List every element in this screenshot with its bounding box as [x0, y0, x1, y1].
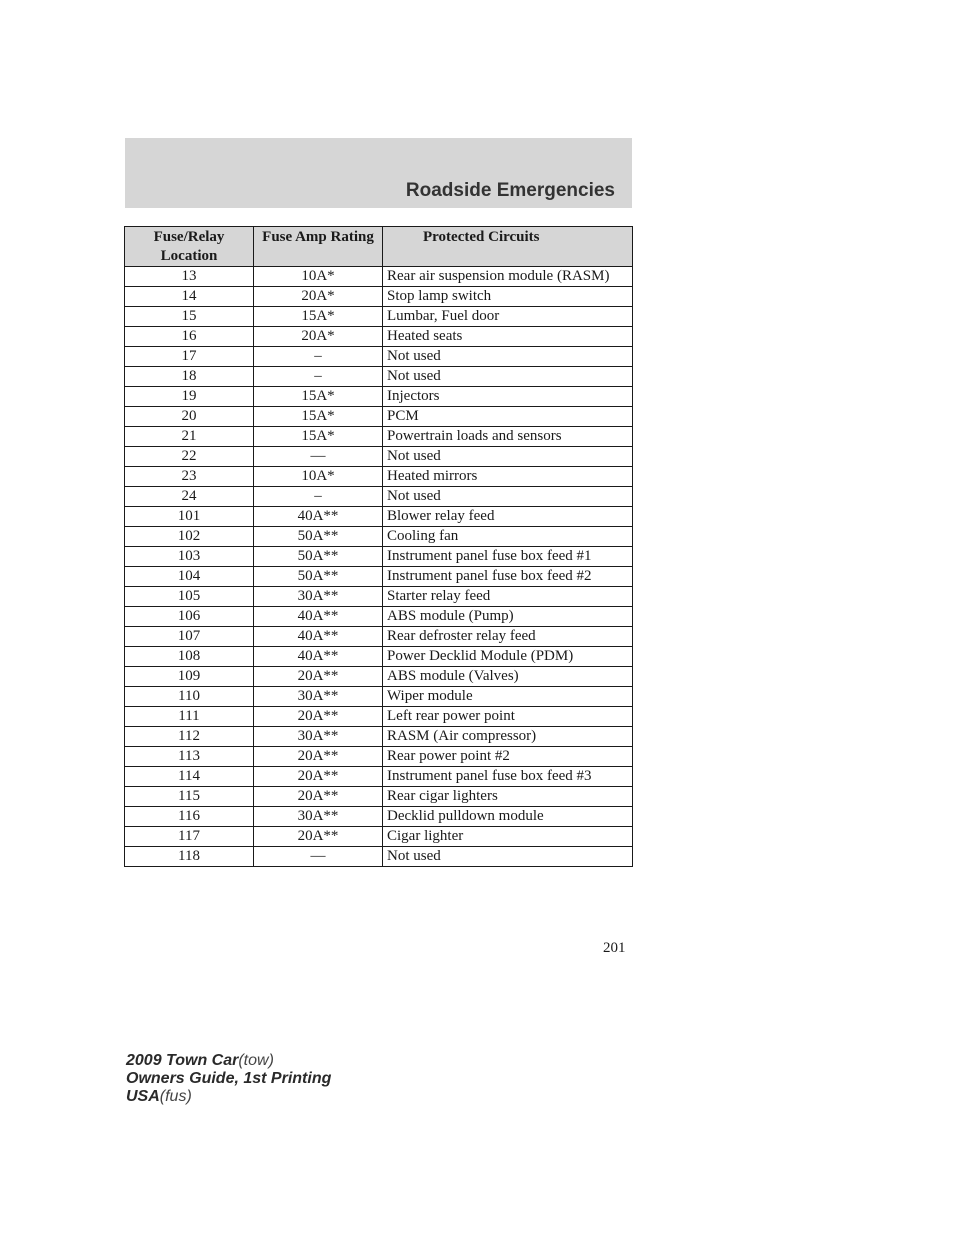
amp-cell: 40A**	[254, 627, 383, 647]
location-cell: 113	[125, 747, 254, 767]
amp-cell: 15A*	[254, 427, 383, 447]
fuse-table	[124, 226, 633, 867]
amp-cell: 30A**	[254, 587, 383, 607]
amp-cell: 40A**	[254, 507, 383, 527]
circuit-cell: Lumbar, Fuel door	[383, 307, 633, 327]
amp-cell: 20A**	[254, 787, 383, 807]
footer-printing: Owners Guide, 1st Printing	[126, 1070, 332, 1087]
table-row	[125, 767, 633, 787]
table-row	[125, 487, 633, 507]
location-cell: 104	[125, 567, 254, 587]
location-cell: 101	[125, 507, 254, 527]
footer-market: USA	[126, 1088, 160, 1105]
circuit-cell: Instrument panel fuse box feed #1	[383, 547, 633, 567]
location-cell: 17	[125, 347, 254, 367]
amp-cell: 20A**	[254, 747, 383, 767]
circuit-cell: Not used	[383, 347, 633, 367]
table-row	[125, 847, 633, 867]
table-row	[125, 827, 633, 847]
amp-cell: 10A*	[254, 467, 383, 487]
circuit-cell: Injectors	[383, 387, 633, 407]
table-row	[125, 507, 633, 527]
location-cell: 103	[125, 547, 254, 567]
amp-cell: 15A*	[254, 387, 383, 407]
amp-cell: –	[254, 347, 383, 367]
location-cell: 112	[125, 727, 254, 747]
amp-cell: 20A**	[254, 707, 383, 727]
location-cell: 16	[125, 327, 254, 347]
header-amp-rating: Fuse Amp Rating	[254, 227, 383, 267]
circuit-cell: ABS module (Valves)	[383, 667, 633, 687]
table-row	[125, 307, 633, 327]
table-row	[125, 287, 633, 307]
section-header-band	[125, 138, 632, 208]
amp-cell: 20A**	[254, 767, 383, 787]
location-cell: 22	[125, 447, 254, 467]
footer-model: 2009 Town Car	[126, 1052, 239, 1069]
table-row	[125, 587, 633, 607]
table-row	[125, 547, 633, 567]
circuit-cell: Not used	[383, 847, 633, 867]
circuit-cell: RASM (Air compressor)	[383, 727, 633, 747]
amp-cell: 30A**	[254, 807, 383, 827]
table-row	[125, 347, 633, 367]
table-row	[125, 727, 633, 747]
circuit-cell: Left rear power point	[383, 707, 633, 727]
table-row	[125, 607, 633, 627]
amp-cell: 15A*	[254, 307, 383, 327]
circuit-cell: Decklid pulldown module	[383, 807, 633, 827]
table-row	[125, 367, 633, 387]
circuit-cell: Not used	[383, 367, 633, 387]
amp-cell: 50A**	[254, 527, 383, 547]
table-header-row	[125, 227, 633, 267]
location-cell: 111	[125, 707, 254, 727]
table-row	[125, 747, 633, 767]
circuit-cell: Instrument panel fuse box feed #2	[383, 567, 633, 587]
location-cell: 110	[125, 687, 254, 707]
location-cell: 15	[125, 307, 254, 327]
header-protected-circuits: Protected Circuits	[383, 227, 633, 267]
amp-cell: 10A*	[254, 267, 383, 287]
circuit-cell: ABS module (Pump)	[383, 607, 633, 627]
amp-cell: —	[254, 847, 383, 867]
circuit-cell: Not used	[383, 487, 633, 507]
circuit-cell: Blower relay feed	[383, 507, 633, 527]
location-cell: 18	[125, 367, 254, 387]
circuit-cell: Rear power point #2	[383, 747, 633, 767]
amp-cell: 20A*	[254, 327, 383, 347]
table-row	[125, 687, 633, 707]
location-cell: 14	[125, 287, 254, 307]
table-row	[125, 267, 633, 287]
amp-cell: 30A**	[254, 727, 383, 747]
circuit-cell: Wiper module	[383, 687, 633, 707]
location-cell: 23	[125, 467, 254, 487]
footer-imprint	[126, 1052, 331, 1106]
table-body	[125, 267, 633, 867]
amp-cell: 30A**	[254, 687, 383, 707]
location-cell: 20	[125, 407, 254, 427]
amp-cell: 50A**	[254, 547, 383, 567]
location-cell: 24	[125, 487, 254, 507]
circuit-cell: Starter relay feed	[383, 587, 633, 607]
location-cell: 21	[125, 427, 254, 447]
table-row	[125, 327, 633, 347]
amp-cell: —	[254, 447, 383, 467]
footer-market-code: (fus)	[159, 1088, 192, 1105]
circuit-cell: PCM	[383, 407, 633, 427]
table-row	[125, 667, 633, 687]
location-cell: 118	[125, 847, 254, 867]
header-location: Fuse/Relay Location	[125, 227, 254, 267]
amp-cell: 20A**	[254, 827, 383, 847]
table-row	[125, 467, 633, 487]
circuit-cell: Not used	[383, 447, 633, 467]
circuit-cell: Cooling fan	[383, 527, 633, 547]
location-cell: 117	[125, 827, 254, 847]
circuit-cell: Instrument panel fuse box feed #3	[383, 767, 633, 787]
circuit-cell: Power Decklid Module (PDM)	[383, 647, 633, 667]
amp-cell: 40A**	[254, 607, 383, 627]
amp-cell: 20A*	[254, 287, 383, 307]
table-row	[125, 787, 633, 807]
table-row	[125, 387, 633, 407]
footer-model-code: (tow)	[238, 1052, 274, 1069]
amp-cell: 20A**	[254, 667, 383, 687]
location-cell: 109	[125, 667, 254, 687]
amp-cell: –	[254, 367, 383, 387]
circuit-cell: Heated mirrors	[383, 467, 633, 487]
amp-cell: 50A**	[254, 567, 383, 587]
table-row	[125, 527, 633, 547]
location-cell: 102	[125, 527, 254, 547]
table-row	[125, 407, 633, 427]
location-cell: 105	[125, 587, 254, 607]
circuit-cell: Powertrain loads and sensors	[383, 427, 633, 447]
location-cell: 107	[125, 627, 254, 647]
table-row	[125, 447, 633, 467]
amp-cell: 40A**	[254, 647, 383, 667]
location-cell: 106	[125, 607, 254, 627]
location-cell: 116	[125, 807, 254, 827]
table-row	[125, 807, 633, 827]
circuit-cell: Cigar lighter	[383, 827, 633, 847]
table-row	[125, 567, 633, 587]
amp-cell: –	[254, 487, 383, 507]
location-cell: 115	[125, 787, 254, 807]
table-row	[125, 647, 633, 667]
table-row	[125, 707, 633, 727]
circuit-cell: Rear air suspension module (RASM)	[383, 267, 633, 287]
table-row	[125, 427, 633, 447]
location-cell: 19	[125, 387, 254, 407]
circuit-cell: Rear defroster relay feed	[383, 627, 633, 647]
amp-cell: 15A*	[254, 407, 383, 427]
circuit-cell: Stop lamp switch	[383, 287, 633, 307]
page-number: 201	[603, 940, 626, 956]
circuit-cell: Rear cigar lighters	[383, 787, 633, 807]
section-title: Roadside Emergencies	[405, 180, 615, 201]
location-cell: 13	[125, 267, 254, 287]
circuit-cell: Heated seats	[383, 327, 633, 347]
table-row	[125, 627, 633, 647]
location-cell: 108	[125, 647, 254, 667]
location-cell: 114	[125, 767, 254, 787]
